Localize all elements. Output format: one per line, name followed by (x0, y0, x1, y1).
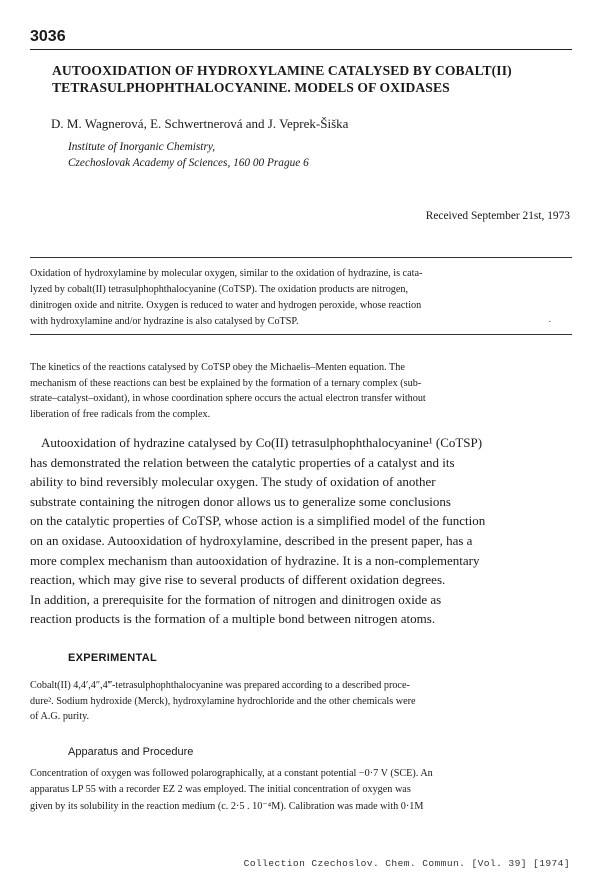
methods-line: Cobalt(II) 4,4′,4″,4‴-tetrasulphophthalocyanine was prepared according to a described proce- (30, 680, 410, 691)
methods-paragraph (30, 678, 572, 725)
article-title (52, 62, 582, 96)
apparatus-heading: Apparatus and Procedure (68, 746, 194, 758)
author-list: D. M. Wagnerová, E. Schwertnerová and J. Veprek-Šiška (51, 116, 349, 131)
stray-mark: · (548, 316, 552, 328)
intro-line: Autooxidation of hydrazine catalysed by Co(II) tetrasulphophthalocyanine¹ (CoTSP) (41, 435, 483, 450)
intro-line: more complex mechanism than autooxidation of hydrazine. It is a non-complementary (30, 552, 480, 568)
header-rule (30, 49, 572, 50)
title-line-2: TETRASULPHOPHTHALOCYANINE. MODELS OF OXIDASES (52, 80, 450, 95)
intro-line: ability to bind reversibly molecular oxygen. The study of oxidation of another (30, 474, 436, 490)
intro-line: on an oxidase. Autooxidation of hydroxylamine, described in the present paper, has a (30, 532, 473, 548)
kinetics-line: liberation of free radicals from the complex. (30, 408, 211, 420)
intro-line: reaction products is the formation of a multiple bond between nitrogen atoms. (30, 611, 436, 627)
intro-line: substrate containing the nitrogen donor allows us to generalize some conclusions (30, 493, 451, 509)
abstract-top-rule (30, 257, 572, 258)
methods-line: dure². Sodium hydroxide (Merck), hydroxylamine hydrochloride and the other chemicals were (30, 695, 416, 707)
abstract-line: with hydroxylamine and/or hydrazine is also catalysed by CoTSP. (30, 316, 299, 327)
abstract-line: lyzed by cobalt(II) tetrasulphophthalocyanine (CoTSP). The oxidation products are nitrogen, (30, 284, 409, 295)
kinetics-line: strate–catalyst–oxidant), in whose coordination sphere occurs the actual electron transfer without (30, 393, 426, 404)
kinetics-line: The kinetics of the reactions catalysed by CoTSP obey the Michaelis–Menten equation. The (30, 362, 405, 373)
abstract-line: dinitrogen oxide and nitrite. Oxygen is reduced to water and hydrogen peroxide, whose reaction (30, 300, 422, 311)
intro-line: on the catalytic properties of CoTSP, whose action is a simplified model of the function (30, 513, 486, 529)
affiliation-line-2: Czechoslovak Academy of Sciences, 160 00 Prague 6 (68, 157, 309, 169)
kinetics-line: mechanism of these reactions can best be explained by the formation of a ternary complex (sub- (30, 377, 422, 389)
apparatus-line: apparatus LP 55 with a recorder EZ 2 was employed. The initial concentration of oxygen was (30, 784, 411, 796)
kinetics-paragraph (30, 360, 572, 422)
abstract-line: Oxidation of hydroxylamine by molecular oxygen, similar to the oxidation of hydrazine, is cata- (30, 268, 423, 279)
apparatus-line: Concentration of oxygen was followed polarographically, at a constant potential −0·7 V (SCE). An (30, 768, 433, 779)
experimental-heading: EXPERIMENTAL (68, 652, 157, 664)
affiliation (68, 139, 309, 171)
apparatus-paragraph (30, 766, 572, 815)
received-date: Received September 21st, 1973 (425, 210, 570, 222)
abstract (30, 266, 572, 330)
page-number: 3036 (30, 28, 66, 45)
title-line-1: AUTOOXIDATION OF HYDROXYLAMINE CATALYSED BY COBALT(II) (52, 63, 512, 78)
introduction-paragraph (30, 433, 572, 629)
journal-footer: Collection Czechoslov. Chem. Commun. [Vol. 39] [1974] (243, 858, 570, 869)
methods-line: of A.G. purity. (30, 711, 90, 722)
intro-line: reaction, which may give rise to several products of different oxidation degrees. (30, 572, 446, 588)
intro-line: has demonstrated the relation between the catalytic properties of a catalyst and its (30, 454, 455, 470)
intro-line: In addition, a prerequisite for the formation of nitrogen and dinitrogen oxide as (30, 591, 442, 607)
affiliation-line-1: Institute of Inorganic Chemistry, (68, 141, 216, 153)
abstract-bottom-rule (30, 334, 572, 335)
apparatus-line: given by its solubility in the reaction medium (c. 2·5 . 10⁻⁴M). Calibration was made with 0·1M (30, 800, 424, 812)
